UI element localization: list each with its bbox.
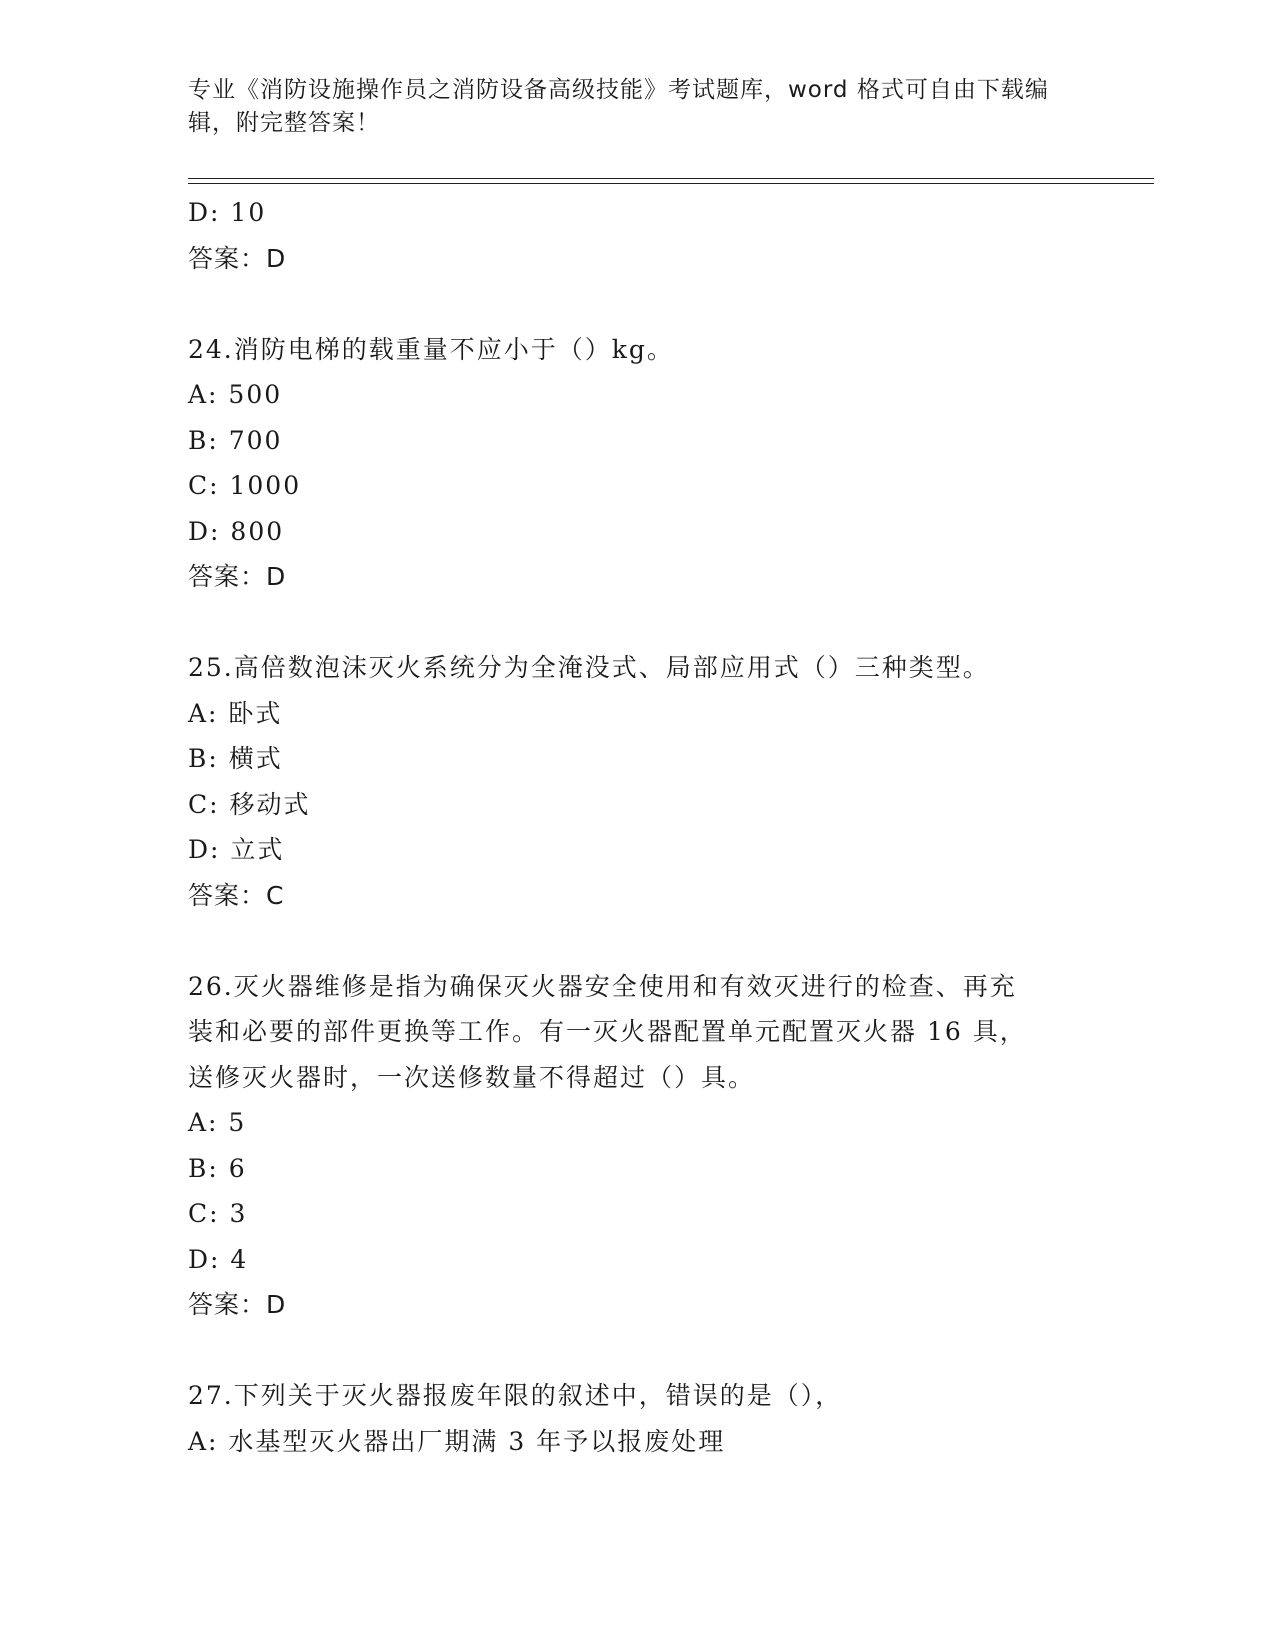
option-a: A: 水基型灭火器出厂期满 3 年予以报废处理: [188, 1426, 726, 1456]
header-line-2: 辑，附完整答案！: [188, 110, 380, 136]
option-a: A: 5: [188, 1108, 247, 1137]
question-stem-line-2: 装和必要的部件更换等工作。有一灭火器配置单元配置灭火器 16 具，: [188, 1017, 1027, 1046]
question-stem-line-1: 26.灭火器维修是指为确保灭火器安全使用和有效灭进行的检查、再充: [188, 971, 1017, 1001]
header-divider-top: [188, 178, 1154, 179]
option-c: C: 1000: [188, 471, 302, 500]
spacer: [188, 1328, 1088, 1374]
question-stem: 27.下列关于灭火器报废年限的叙述中，错误的是（），: [188, 1381, 843, 1410]
header-line-1: 专业《消防设施操作员之消防设备高级技能》考试题库，word 格式可自由下载编: [188, 77, 1049, 103]
answer: 答案：C: [188, 880, 285, 910]
option-d: D: 立式: [188, 835, 285, 864]
question-stem-line-3: 送修灭火器时，一次送修数量不得超过（）具。: [188, 1062, 756, 1092]
option-d: D: 4: [188, 1244, 249, 1274]
spacer: [188, 600, 1088, 646]
option-a: A: 卧式: [188, 698, 283, 728]
question-23-tail: [188, 190, 1088, 281]
answer: 答案：D: [188, 1290, 287, 1319]
question-stem: 24.消防电梯的载重量不应小于（）kg。: [188, 334, 674, 364]
answer: 答案：D: [188, 562, 287, 591]
option-c: C: 移动式: [188, 789, 311, 819]
question-stem: 25.高倍数泡沫灭火系统分为全淹没式、局部应用式（）三种类型。: [188, 653, 990, 682]
option-d: D: 800: [188, 516, 285, 546]
option-b: B: 700: [188, 425, 283, 455]
option-d: D: 10: [188, 198, 267, 227]
answer: 答案：D: [188, 243, 287, 273]
question-27: [188, 1373, 1088, 1464]
question-24: [188, 327, 1088, 600]
header-divider-bottom: [188, 183, 1154, 184]
option-b: B: 6: [188, 1153, 247, 1183]
question-26: [188, 964, 1088, 1328]
spacer: [188, 281, 1088, 327]
option-a: A: 500: [188, 380, 283, 409]
option-b: B: 横式: [188, 744, 283, 773]
question-list: [188, 190, 1088, 1464]
spacer: [188, 918, 1088, 964]
question-25: [188, 645, 1088, 918]
document-header: [188, 74, 1088, 140]
option-c: C: 3: [188, 1199, 248, 1228]
